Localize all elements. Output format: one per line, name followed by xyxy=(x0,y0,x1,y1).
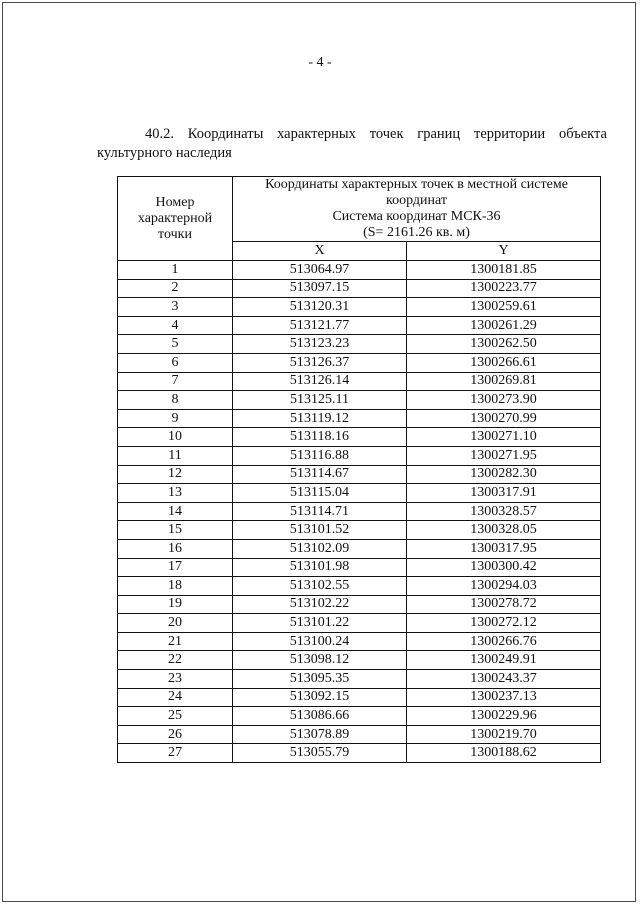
y-coordinate-cell: 1300262.50 xyxy=(407,335,601,354)
table-row xyxy=(118,372,601,391)
coordinates-header-line: Координаты характерных точек в местной системе xyxy=(265,177,568,192)
page-number: - 4 - xyxy=(308,55,332,70)
table-row xyxy=(118,651,601,670)
x-coordinate-cell: 513064.97 xyxy=(233,261,407,280)
table-row xyxy=(118,428,601,447)
heading-word: границ xyxy=(417,126,461,142)
point-number-cell: 24 xyxy=(118,688,233,707)
x-coordinate-cell: 513095.35 xyxy=(233,670,407,689)
x-coordinate-cell: 513078.89 xyxy=(233,725,407,744)
x-coordinate-cell: 513121.77 xyxy=(233,316,407,335)
heading-word: 40.2. xyxy=(145,126,174,142)
point-number-cell: 14 xyxy=(118,502,233,521)
point-number-cell: 4 xyxy=(118,316,233,335)
point-number-cell: 2 xyxy=(118,279,233,298)
coordinates-table-body xyxy=(118,261,601,763)
point-number-cell: 13 xyxy=(118,484,233,503)
table-row xyxy=(118,484,601,503)
point-number-cell: 3 xyxy=(118,298,233,317)
x-column-header: X xyxy=(233,242,407,261)
x-coordinate-cell: 513114.71 xyxy=(233,502,407,521)
x-coordinate-cell: 513125.11 xyxy=(233,391,407,410)
x-coordinate-cell: 513118.16 xyxy=(233,428,407,447)
y-coordinate-cell: 1300328.05 xyxy=(407,521,601,540)
x-coordinate-cell: 513123.23 xyxy=(233,335,407,354)
x-coordinate-cell: 513119.12 xyxy=(233,409,407,428)
coordinates-header xyxy=(233,177,601,242)
point-number-cell: 17 xyxy=(118,558,233,577)
coordinates-table xyxy=(117,176,601,763)
y-coordinate-cell: 1300266.76 xyxy=(407,632,601,651)
table-row xyxy=(118,465,601,484)
point-number-cell: 8 xyxy=(118,391,233,410)
y-coordinate-cell: 1300219.70 xyxy=(407,725,601,744)
table-row xyxy=(118,521,601,540)
coordinates-table-header xyxy=(118,177,601,261)
y-coordinate-cell: 1300282.30 xyxy=(407,465,601,484)
point-number-header xyxy=(118,177,233,261)
point-number-cell: 6 xyxy=(118,353,233,372)
point-number-cell: 18 xyxy=(118,577,233,596)
x-coordinate-cell: 513101.52 xyxy=(233,521,407,540)
x-coordinate-cell: 513097.15 xyxy=(233,279,407,298)
y-coordinate-cell: 1300278.72 xyxy=(407,595,601,614)
point-number-cell: 19 xyxy=(118,595,233,614)
point-number-cell: 20 xyxy=(118,614,233,633)
table-row xyxy=(118,353,601,372)
x-coordinate-cell: 513116.88 xyxy=(233,446,407,465)
point-number-cell: 11 xyxy=(118,446,233,465)
x-coordinate-cell: 513055.79 xyxy=(233,744,407,763)
point-number-cell: 12 xyxy=(118,465,233,484)
x-coordinate-cell: 513115.04 xyxy=(233,484,407,503)
point-number-cell: 15 xyxy=(118,521,233,540)
x-coordinate-cell: 513092.15 xyxy=(233,688,407,707)
table-row xyxy=(118,298,601,317)
point-number-header-line: точки xyxy=(158,226,192,242)
point-number-cell: 27 xyxy=(118,744,233,763)
table-row xyxy=(118,261,601,280)
y-coordinate-cell: 1300223.77 xyxy=(407,279,601,298)
point-number-cell: 23 xyxy=(118,670,233,689)
y-coordinate-cell: 1300271.95 xyxy=(407,446,601,465)
table-row xyxy=(118,316,601,335)
x-coordinate-cell: 513102.55 xyxy=(233,577,407,596)
y-coordinate-cell: 1300271.10 xyxy=(407,428,601,447)
y-coordinate-cell: 1300328.57 xyxy=(407,502,601,521)
table-row xyxy=(118,595,601,614)
x-coordinate-cell: 513101.22 xyxy=(233,614,407,633)
table-row xyxy=(118,707,601,726)
y-coordinate-cell: 1300317.95 xyxy=(407,539,601,558)
y-coordinate-cell: 1300181.85 xyxy=(407,261,601,280)
table-row xyxy=(118,335,601,354)
point-number-cell: 21 xyxy=(118,632,233,651)
y-coordinate-cell: 1300261.29 xyxy=(407,316,601,335)
point-number-cell: 5 xyxy=(118,335,233,354)
section-heading-line-1 xyxy=(97,125,607,144)
y-coordinate-cell: 1300266.61 xyxy=(407,353,601,372)
table-row xyxy=(118,558,601,577)
y-coordinate-cell: 1300259.61 xyxy=(407,298,601,317)
y-coordinate-cell: 1300237.13 xyxy=(407,688,601,707)
coordinates-header-line: Система координат МСК-36 xyxy=(332,209,501,224)
table-row xyxy=(118,409,601,428)
point-number-cell: 16 xyxy=(118,539,233,558)
heading-word: Координаты xyxy=(187,126,264,142)
y-coordinate-cell: 1300243.37 xyxy=(407,670,601,689)
y-coordinate-cell: 1300269.81 xyxy=(407,372,601,391)
y-coordinate-cell: 1300272.12 xyxy=(407,614,601,633)
y-coordinate-cell: 1300300.42 xyxy=(407,558,601,577)
table-row xyxy=(118,539,601,558)
y-column-header: Y xyxy=(407,242,601,261)
point-number-cell: 10 xyxy=(118,428,233,447)
point-number-header-line: характерной xyxy=(137,210,213,226)
x-coordinate-cell: 513102.22 xyxy=(233,595,407,614)
table-row xyxy=(118,279,601,298)
x-coordinate-cell: 513126.14 xyxy=(233,372,407,391)
section-heading xyxy=(97,125,607,163)
table-row xyxy=(118,614,601,633)
point-number-cell: 7 xyxy=(118,372,233,391)
heading-word: территории xyxy=(473,126,546,142)
y-coordinate-cell: 1300229.96 xyxy=(407,707,601,726)
heading-word: точек xyxy=(369,126,404,142)
heading-word: характерных xyxy=(277,126,356,142)
heading-word: объекта xyxy=(558,126,607,142)
section-heading-line-2: культурного наследия xyxy=(97,145,232,161)
x-coordinate-cell: 513098.12 xyxy=(233,651,407,670)
table-row xyxy=(118,502,601,521)
coordinates-header-line: координат xyxy=(386,193,447,208)
x-coordinate-cell: 513120.31 xyxy=(233,298,407,317)
x-coordinate-cell: 513114.67 xyxy=(233,465,407,484)
table-row xyxy=(118,446,601,465)
x-coordinate-cell: 513100.24 xyxy=(233,632,407,651)
y-coordinate-cell: 1300317.91 xyxy=(407,484,601,503)
table-row xyxy=(118,577,601,596)
table-row xyxy=(118,744,601,763)
point-number-cell: 9 xyxy=(118,409,233,428)
table-row xyxy=(118,670,601,689)
y-coordinate-cell: 1300188.62 xyxy=(407,744,601,763)
table-row xyxy=(118,632,601,651)
header-row xyxy=(118,177,601,242)
table-row xyxy=(118,688,601,707)
coordinates-header-line: (S= 2161.26 кв. м) xyxy=(363,225,470,240)
x-coordinate-cell: 513102.09 xyxy=(233,539,407,558)
y-coordinate-cell: 1300270.99 xyxy=(407,409,601,428)
x-coordinate-cell: 513086.66 xyxy=(233,707,407,726)
x-coordinate-cell: 513126.37 xyxy=(233,353,407,372)
y-coordinate-cell: 1300273.90 xyxy=(407,391,601,410)
y-coordinate-cell: 1300294.03 xyxy=(407,577,601,596)
point-number-cell: 25 xyxy=(118,707,233,726)
point-number-header-line: Номер xyxy=(155,194,195,210)
point-number-cell: 1 xyxy=(118,261,233,280)
y-coordinate-cell: 1300249.91 xyxy=(407,651,601,670)
point-number-cell: 26 xyxy=(118,725,233,744)
x-coordinate-cell: 513101.98 xyxy=(233,558,407,577)
table-row xyxy=(118,725,601,744)
table-row xyxy=(118,391,601,410)
point-number-cell: 22 xyxy=(118,651,233,670)
